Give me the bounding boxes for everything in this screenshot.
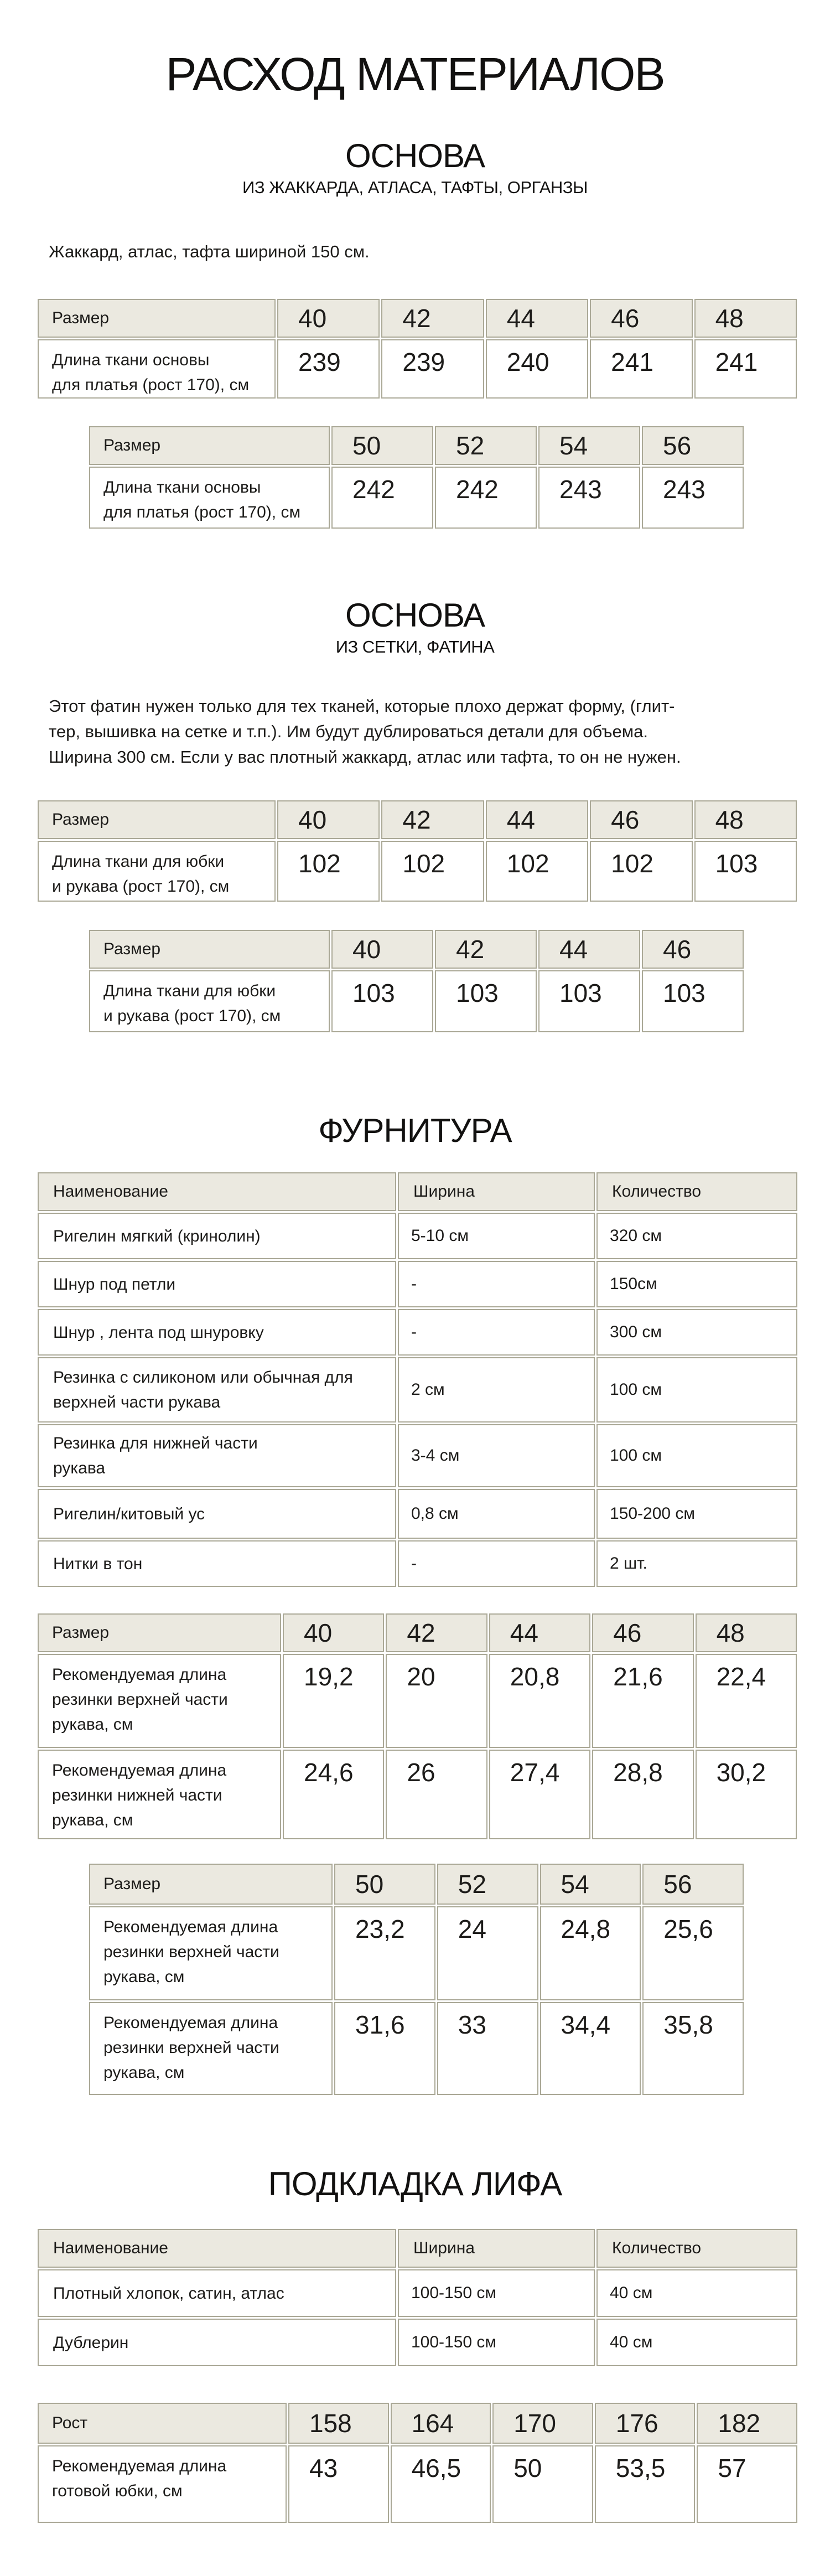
table-header-row (38, 299, 797, 338)
table-header-row (38, 1172, 797, 1211)
value-cell: 103 (331, 970, 433, 1032)
item-name-cell (38, 2319, 396, 2366)
value-cell: 21,6 (592, 1654, 693, 1748)
value-cell: 57 (697, 2445, 797, 2523)
table-row (38, 1489, 797, 1539)
fabric-note: Жаккард, атлас, тафта шириной 150 см. (49, 242, 370, 261)
size-cell: 44 (486, 800, 588, 839)
item-width-cell: 100-150 см (398, 2319, 595, 2366)
label-line: Нитки в тон (53, 1554, 143, 1573)
item-name-cell (38, 1309, 396, 1356)
label-line: Длина ткани основы (103, 478, 261, 496)
item-name-cell (38, 1357, 396, 1423)
size-header-label: Размер (89, 426, 330, 465)
column-header-name: Наименование (38, 1172, 396, 1211)
value-cell: 20,8 (489, 1654, 590, 1748)
item-width-cell: - (398, 1540, 595, 1587)
hardware-table (36, 1171, 799, 1589)
size-cell: 42 (386, 1613, 487, 1652)
label-line: и рукава (рост 170), см (103, 1007, 281, 1025)
mesh-note-paragraph (49, 694, 830, 770)
paragraph-line: Ширина 300 см. Если у вас плотный жаккард, атлас или тафта, то он не нужен. (49, 747, 681, 767)
mesh-length-table-40-48 (36, 799, 798, 903)
value-cell: 242 (331, 467, 433, 529)
table-row (38, 1309, 797, 1356)
item-width-cell: - (398, 1309, 595, 1356)
value-cell: 103 (694, 841, 797, 902)
size-cell: 54 (538, 426, 640, 465)
paragraph-line: Этот фатин нужен только для тех тканей, которые плохо держат форму, (глит- (49, 696, 675, 716)
label-line: Рекомендуемая длина (52, 1665, 227, 1684)
value-cell: 50 (492, 2445, 593, 2523)
value-cell: 28,8 (592, 1750, 693, 1839)
table-row (38, 2319, 797, 2366)
label-line: готовой юбки, см (52, 2482, 183, 2500)
item-name-cell (38, 1540, 396, 1587)
value-cell: 103 (538, 970, 640, 1032)
table-row (38, 2445, 797, 2523)
label-line: Рекомендуемая длина (52, 1761, 227, 1780)
value-cell: 239 (277, 339, 380, 399)
value-cell: 103 (642, 970, 744, 1032)
section-heading: ОСНОВА (345, 137, 485, 174)
elastic-length-table-50-56 (87, 1862, 745, 2097)
size-cell: 46 (642, 930, 744, 969)
size-cell: 52 (437, 1864, 538, 1905)
label-line: Дублерин (53, 2333, 129, 2352)
size-cell: 46 (590, 299, 692, 338)
value-cell: 24 (437, 1906, 538, 2000)
value-cell: 25,6 (642, 1906, 744, 2000)
section-subheading: ИЗ СЕТКИ, ФАТИНА (335, 637, 495, 656)
label-line: Резинка с силиконом или обычная для (53, 1368, 353, 1387)
value-cell: 102 (277, 841, 380, 902)
value-cell: 46,5 (391, 2445, 491, 2523)
elastic-length-table-40-48 (36, 1612, 798, 1841)
item-qty-cell: 150-200 см (596, 1489, 797, 1539)
row-label-cell (38, 2445, 287, 2523)
size-cell: 54 (540, 1864, 641, 1905)
height-cell: 182 (697, 2403, 797, 2444)
item-width-cell: 3-4 см (398, 1424, 595, 1487)
size-header-label: Размер (38, 1613, 281, 1652)
section-basis-jacquard (0, 139, 830, 530)
table-header-row (89, 426, 744, 465)
size-header-label: Размер (89, 930, 330, 969)
value-cell: 31,6 (334, 2002, 435, 2095)
value-cell: 102 (590, 841, 692, 902)
section-heading: ПОДКЛАДКА ЛИФА (268, 2165, 562, 2202)
section-basis-mesh (0, 599, 830, 1034)
table-header-row (38, 800, 797, 839)
column-header-width: Ширина (398, 1172, 595, 1211)
row-label-cell (89, 970, 330, 1032)
item-qty-cell: 150см (596, 1261, 797, 1307)
table-row (38, 1357, 797, 1423)
size-cell: 56 (642, 426, 744, 465)
label-line: резинки нижней части (52, 1786, 222, 1804)
section-heading: ОСНОВА (345, 597, 485, 634)
size-cell: 44 (486, 299, 588, 338)
fabric-length-table-50-56 (87, 425, 745, 530)
row-label-cell (38, 339, 276, 399)
value-cell: 103 (435, 970, 537, 1032)
value-cell: 243 (538, 467, 640, 529)
item-qty-cell: 40 см (596, 2269, 797, 2317)
label-line: резинки верхней части (52, 1690, 228, 1709)
table-row (89, 2002, 744, 2095)
label-line: Длина ткани для юбки (52, 852, 225, 871)
table-header-row (89, 1864, 744, 1905)
label-line: рукава, см (52, 1715, 133, 1734)
size-cell: 50 (331, 426, 433, 465)
label-line: Рекомендуемая длина (52, 2457, 227, 2475)
table-row (38, 339, 797, 399)
value-cell: 20 (386, 1654, 487, 1748)
lining-table (36, 2227, 799, 2368)
item-width-cell: 0,8 см (398, 1489, 595, 1539)
table-row (89, 467, 744, 529)
section-subheading: ИЗ ЖАККАРДА, АТЛАСА, ТАФТЫ, ОРГАНЗЫ (242, 178, 588, 197)
label-line: Плотный хлопок, сатин, атлас (53, 2284, 284, 2303)
table-row (89, 970, 744, 1032)
table-header-row (38, 1613, 797, 1652)
section-hardware (0, 1114, 830, 2097)
table-header-row (38, 2403, 797, 2444)
label-line: Шнур под петли (53, 1275, 176, 1294)
value-cell: 242 (435, 467, 537, 529)
size-cell: 44 (489, 1613, 590, 1652)
size-cell: 48 (694, 800, 797, 839)
height-cell: 170 (492, 2403, 593, 2444)
size-cell: 48 (694, 299, 797, 338)
fabric-length-table-40-48 (36, 297, 798, 400)
label-line: Длина ткани основы (52, 351, 210, 369)
size-cell: 42 (435, 930, 537, 969)
value-cell: 26 (386, 1750, 487, 1839)
label-line: верхней части рукава (53, 1393, 221, 1411)
paragraph-line: тер, вышивка на сетке и т.п.). Им будут дублироваться детали для объема. (49, 722, 648, 741)
label-line: Рекомендуемая длина (103, 2014, 278, 2032)
value-cell: 27,4 (489, 1750, 590, 1839)
height-header-label: Рост (38, 2403, 287, 2444)
label-line: рукава, см (103, 1968, 185, 1986)
size-cell: 40 (283, 1613, 384, 1652)
label-line: резинки верхней части (103, 2039, 279, 2057)
value-cell: 33 (437, 2002, 538, 2095)
size-cell: 40 (331, 930, 433, 969)
label-line: Длина ткани для юбки (103, 982, 276, 1000)
value-cell: 35,8 (642, 2002, 744, 2095)
table-row (38, 1750, 797, 1839)
value-cell: 24,8 (540, 1906, 641, 2000)
section-bodice-lining (0, 2165, 830, 2525)
size-cell: 40 (277, 299, 380, 338)
materials-consumption-document (0, 48, 830, 2525)
item-name-cell (38, 1424, 396, 1487)
value-cell: 30,2 (696, 1750, 797, 1839)
height-cell: 176 (595, 2403, 696, 2444)
label-line: для платья (рост 170), см (103, 503, 301, 521)
size-cell: 40 (277, 800, 380, 839)
value-cell: 241 (590, 339, 692, 399)
label-line: и рукава (рост 170), см (52, 877, 230, 896)
mesh-length-table-40-46 (87, 928, 745, 1034)
table-row (38, 1540, 797, 1587)
item-qty-cell: 300 см (596, 1309, 797, 1356)
value-cell: 23,2 (334, 1906, 435, 2000)
table-row (38, 1654, 797, 1748)
item-qty-cell: 40 см (596, 2319, 797, 2366)
label-line: резинки верхней части (103, 1943, 279, 1961)
row-label-cell (89, 1906, 333, 2000)
height-cell: 158 (288, 2403, 389, 2444)
value-cell: 240 (486, 339, 588, 399)
label-line: Ригелин/китовый ус (53, 1504, 205, 1523)
item-name-cell (38, 1489, 396, 1539)
table-row (38, 2269, 797, 2317)
table-row (38, 1261, 797, 1307)
value-cell: 102 (486, 841, 588, 902)
label-line: рукава, см (52, 1811, 133, 1829)
item-width-cell: 100-150 см (398, 2269, 595, 2317)
size-cell: 48 (696, 1613, 797, 1652)
size-cell: 50 (334, 1864, 435, 1905)
size-cell: 56 (642, 1864, 744, 1905)
table-header-row (89, 930, 744, 969)
item-qty-cell: 100 см (596, 1357, 797, 1423)
item-width-cell: 5-10 см (398, 1213, 595, 1259)
size-cell: 46 (590, 800, 692, 839)
section-heading: ФУРНИТУРА (318, 1112, 512, 1149)
size-cell: 42 (381, 800, 484, 839)
table-row (38, 1213, 797, 1259)
label-line: рукава, см (103, 2063, 185, 2082)
size-header-label: Размер (38, 800, 276, 839)
label-line: Ригелин мягкий (кринолин) (53, 1227, 261, 1245)
value-cell: 239 (381, 339, 484, 399)
item-width-cell: - (398, 1261, 595, 1307)
value-cell: 19,2 (283, 1654, 384, 1748)
value-cell: 53,5 (595, 2445, 696, 2523)
row-label-cell (38, 1750, 281, 1839)
size-header-label: Размер (38, 299, 276, 338)
value-cell: 243 (642, 467, 744, 529)
size-cell: 42 (381, 299, 484, 338)
item-qty-cell: 2 шт. (596, 1540, 797, 1587)
column-header-name: Наименование (38, 2229, 396, 2268)
row-label-cell (38, 841, 276, 902)
label-line: Резинка для нижней части (53, 1434, 258, 1452)
page-title: РАСХОД МАТЕРИАЛОВ (165, 48, 665, 100)
item-qty-cell: 320 см (596, 1213, 797, 1259)
value-cell: 102 (381, 841, 484, 902)
column-header-width: Ширина (398, 2229, 595, 2268)
item-name-cell (38, 1261, 396, 1307)
size-cell: 52 (435, 426, 537, 465)
value-cell: 24,6 (283, 1750, 384, 1839)
skirt-length-table (36, 2401, 799, 2525)
label-line: Рекомендуемая длина (103, 1918, 278, 1936)
label-line: рукава (53, 1459, 106, 1477)
column-header-qty: Количество (596, 1172, 797, 1211)
table-row (38, 841, 797, 902)
size-cell: 46 (592, 1613, 693, 1652)
height-cell: 164 (391, 2403, 491, 2444)
value-cell: 43 (288, 2445, 389, 2523)
value-cell: 241 (694, 339, 797, 399)
size-header-label: Размер (89, 1864, 333, 1905)
item-name-cell (38, 1213, 396, 1259)
item-qty-cell: 100 см (596, 1424, 797, 1487)
size-cell: 44 (538, 930, 640, 969)
item-name-cell (38, 2269, 396, 2317)
value-cell: 22,4 (696, 1654, 797, 1748)
column-header-qty: Количество (596, 2229, 797, 2268)
label-line: Шнур , лента под шнуровку (53, 1323, 264, 1342)
value-cell: 34,4 (540, 2002, 641, 2095)
row-label-cell (38, 1654, 281, 1748)
table-header-row (38, 2229, 797, 2268)
table-row (38, 1424, 797, 1487)
label-line: для платья (рост 170), см (52, 376, 250, 394)
row-label-cell (89, 2002, 333, 2095)
row-label-cell (89, 467, 330, 529)
item-width-cell: 2 см (398, 1357, 595, 1423)
table-row (89, 1906, 744, 2000)
